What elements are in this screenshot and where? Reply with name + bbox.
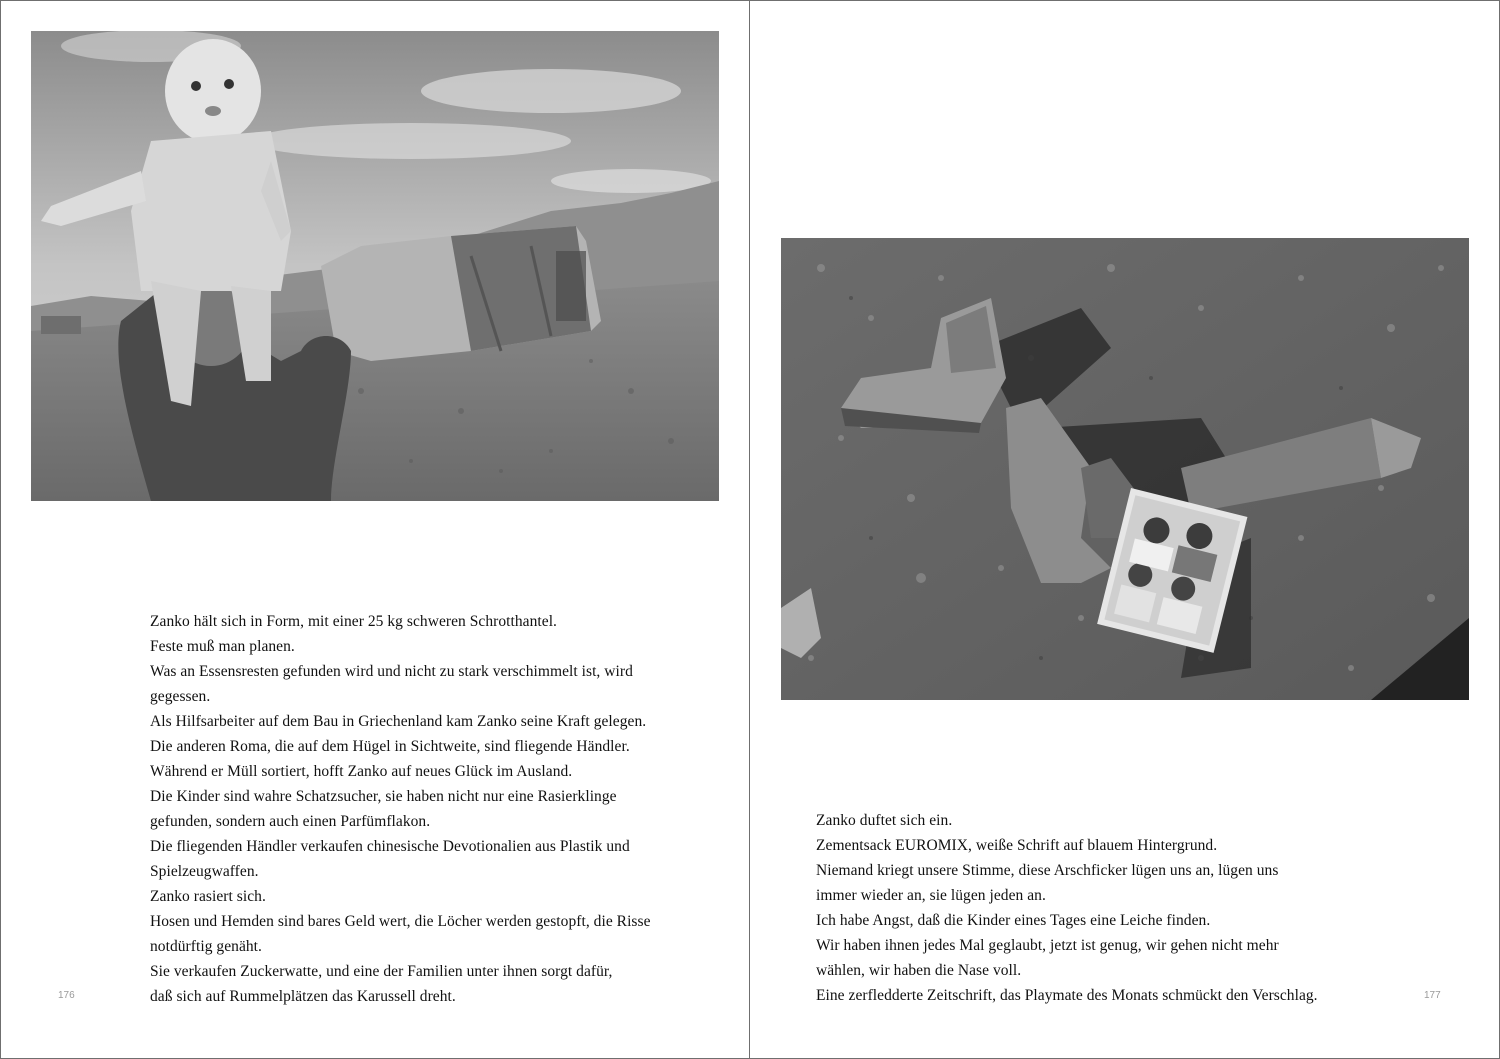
- text-line: gefunden, sondern auch einen Parfümflakon.: [150, 813, 431, 830]
- text-line: Ich habe Angst, daß die Kinder eines Tages eine Leiche finden.: [816, 912, 1211, 929]
- text-line: Die anderen Roma, die auf dem Hügel in Sichtweite, sind fliegende Händler.: [150, 738, 630, 755]
- text-line: Zanko rasiert sich.: [150, 888, 266, 905]
- right-body-text: [816, 808, 1416, 1008]
- text-line: immer wieder an, sie lügen jeden an.: [816, 887, 1046, 904]
- text-line: Als Hilfsarbeiter auf dem Bau in Griechenland kam Zanko seine Kraft gelegen.: [150, 713, 647, 730]
- text-line: Während er Müll sortiert, hofft Zanko auf neues Glück im Ausland.: [150, 763, 573, 780]
- text-line: Feste muß man planen.: [150, 638, 295, 655]
- text-line: Spielzeugwaffen.: [150, 863, 259, 880]
- doll-child-camp-photo-icon: [31, 31, 719, 501]
- text-line: Die Kinder sind wahre Schatzsucher, sie haben nicht nur eine Rasierklinge: [150, 788, 617, 805]
- left-photo: [31, 31, 719, 501]
- left-body-text: [150, 609, 710, 1009]
- right-photo: [781, 238, 1469, 700]
- text-line: notdürftig genäht.: [150, 938, 262, 955]
- text-line: Zanko duftet sich ein.: [816, 812, 953, 829]
- text-line: Niemand kriegt unsere Stimme, diese Arschficker lügen uns an, lügen uns: [816, 862, 1279, 879]
- text-line: Zementsack EUROMIX, weiße Schrift auf blauem Hintergrund.: [816, 837, 1218, 854]
- page-number-left: 176: [58, 990, 75, 1001]
- text-line: Eine zerfledderte Zeitschrift, das Playmate des Monats schmückt den Verschlag.: [816, 987, 1318, 1004]
- text-line: Wir haben ihnen jedes Mal geglaubt, jetzt ist genug, wir gehen nicht mehr: [816, 937, 1279, 954]
- text-line: daß sich auf Rummelplätzen das Karussell dreht.: [150, 988, 456, 1005]
- right-page: [750, 0, 1500, 1059]
- text-line: wählen, wir haben die Nase voll.: [816, 962, 1022, 979]
- text-line: Sie verkaufen Zuckerwatte, und eine der Familien unter ihnen sorgt dafür,: [150, 963, 613, 980]
- text-line: Zanko hält sich in Form, mit einer 25 kg schweren Schrotthantel.: [150, 613, 557, 630]
- page-number-right: 177: [1424, 990, 1441, 1001]
- text-line: gegessen.: [150, 688, 211, 705]
- text-line: Die fliegenden Händler verkaufen chinesische Devotionalien aus Plastik und: [150, 838, 630, 855]
- shoes-family-photo-icon: [781, 238, 1469, 700]
- text-line: Was an Essensresten gefunden wird und nicht zu stark verschimmelt ist, wird: [150, 663, 633, 680]
- text-line: Hosen und Hemden sind bares Geld wert, die Löcher werden gestopft, die Risse: [150, 913, 651, 930]
